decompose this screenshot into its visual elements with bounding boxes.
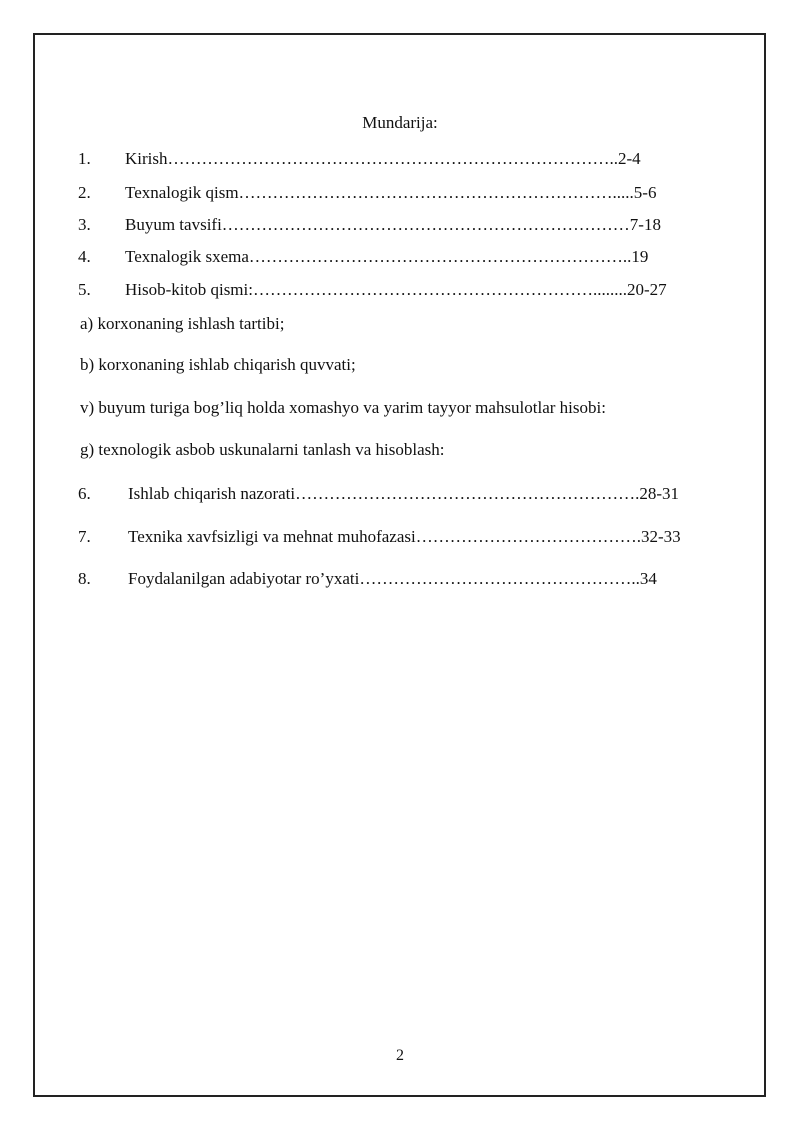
toc-title: Mundarija: [362,113,438,132]
toc-subitem-a: a) korxonaning ishlash tartibi; [80,314,285,333]
toc-entry-number: 2. [78,183,91,202]
toc-entry-text: Foydalanilgan adabiyotar ro’yxati…………………………………………..34 [128,569,657,588]
toc-entry-number: 7. [78,527,91,546]
page-number: 2 [396,1047,404,1064]
toc-entry-number: 4. [78,247,91,266]
toc-subitem-v: v) buyum turiga bog’liq holda xomashyo va yarim tayyor mahsulotlar hisobi: [80,398,606,417]
toc-entry-text: Texnalogik qism………………………………………………………….....5-6 [125,183,657,202]
toc-entry-number: 1. [78,149,91,168]
toc-entry-number: 6. [78,484,91,503]
toc-entry-text: Buyum tavsifi………………………………………………………………7-18 [125,215,661,234]
toc-entry-number: 8. [78,569,91,588]
toc-subitem-g: g) texnologik asbob uskunalarni tanlash va hisoblash: [80,440,445,459]
toc-entry-text: Texnalogik sxema…………………………………………………………..19 [125,247,649,266]
toc-entry-number: 3. [78,215,91,234]
toc-subitem-b: b) korxonaning ishlab chiqarish quvvati; [80,355,356,374]
toc-entry-text: Hisob-kitob qismi:……………………………………………………........20-27 [125,280,667,299]
toc-entry-number: 5. [78,280,91,299]
toc-entry-text: Ishlab chiqarish nazorati…………………………………………………….28-31 [128,484,680,503]
toc-entry-text: Texnika xavfsizligi va mehnat muhofazasi………………………………….32-33 [128,527,681,546]
toc-entry-text: Kirish……………………………………………………………………..2-4 [125,149,641,168]
